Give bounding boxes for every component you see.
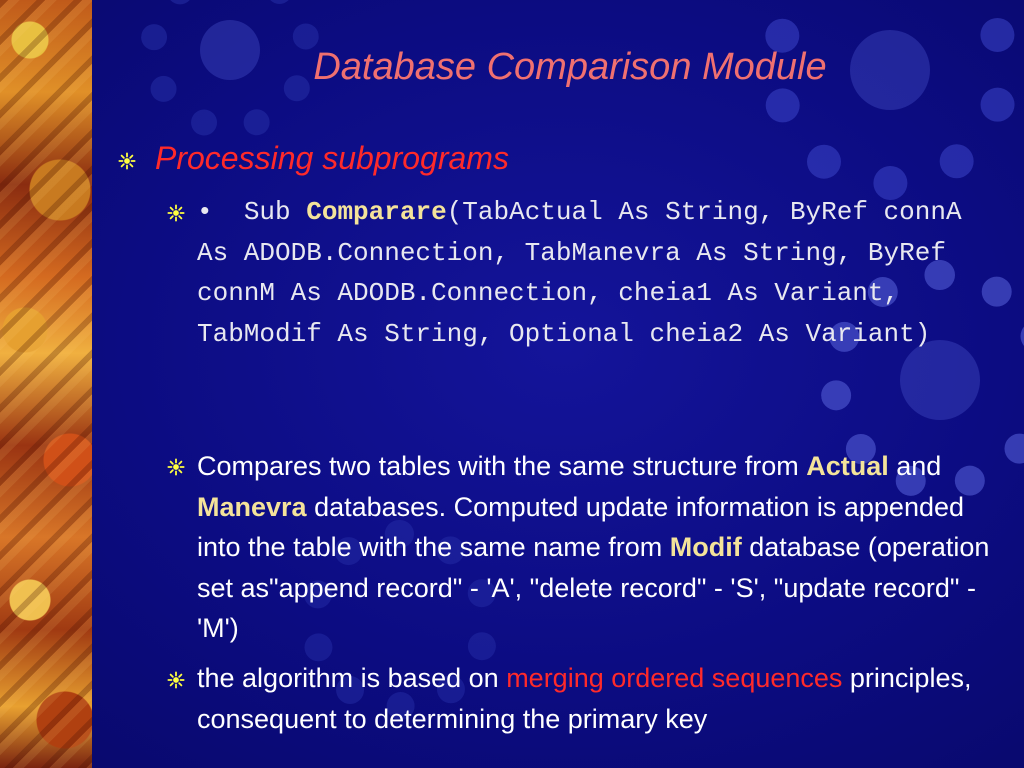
manevra-database-label: Manevra bbox=[197, 491, 307, 522]
code-sub-keyword: Sub bbox=[243, 197, 291, 227]
sunburst-bullet-icon bbox=[118, 152, 136, 170]
compare-text-3: databases. Computed update information is appended into the table with the same name from bbox=[197, 491, 965, 562]
bullet-compares-description bbox=[197, 446, 1012, 649]
sunburst-bullet-icon bbox=[167, 204, 183, 220]
bullet-processing-subprograms: Processing subprograms bbox=[155, 140, 509, 176]
code-function-name: Comparare bbox=[306, 197, 447, 227]
bullet-algorithm-description bbox=[197, 658, 1012, 739]
sunburst-bullet-icon bbox=[167, 458, 183, 474]
compare-text-2: and bbox=[888, 451, 942, 481]
code-signature bbox=[197, 192, 997, 354]
algorithm-text-2: principles, consequent to determining the primary key bbox=[197, 663, 972, 734]
merging-ordered-sequences-label: merging ordered sequences bbox=[506, 663, 843, 693]
sunburst-bullet-icon bbox=[167, 671, 183, 687]
code-parameters: (TabActual As String, ByRef connA As ADODB.Connection, TabManevra As String, ByRef connM As ADODB.Connection, cheia1 As Variant, TabModif As String, Optional cheia2 As Variant) bbox=[197, 197, 962, 349]
actual-database-label: Actual bbox=[806, 451, 889, 481]
algorithm-text-1: the algorithm is based on bbox=[197, 663, 507, 693]
decorative-left-strip bbox=[0, 0, 92, 768]
compare-text-1: Compares two tables with the same structure from bbox=[197, 451, 807, 481]
modif-database-label: Modif bbox=[669, 532, 742, 562]
slide-title: Database Comparison Module bbox=[313, 46, 827, 88]
compare-text-4: database (operation set as"append record" - 'A', "delete record" - 'S', "update record" -'M') bbox=[197, 532, 990, 643]
code-dot: • bbox=[197, 197, 213, 227]
